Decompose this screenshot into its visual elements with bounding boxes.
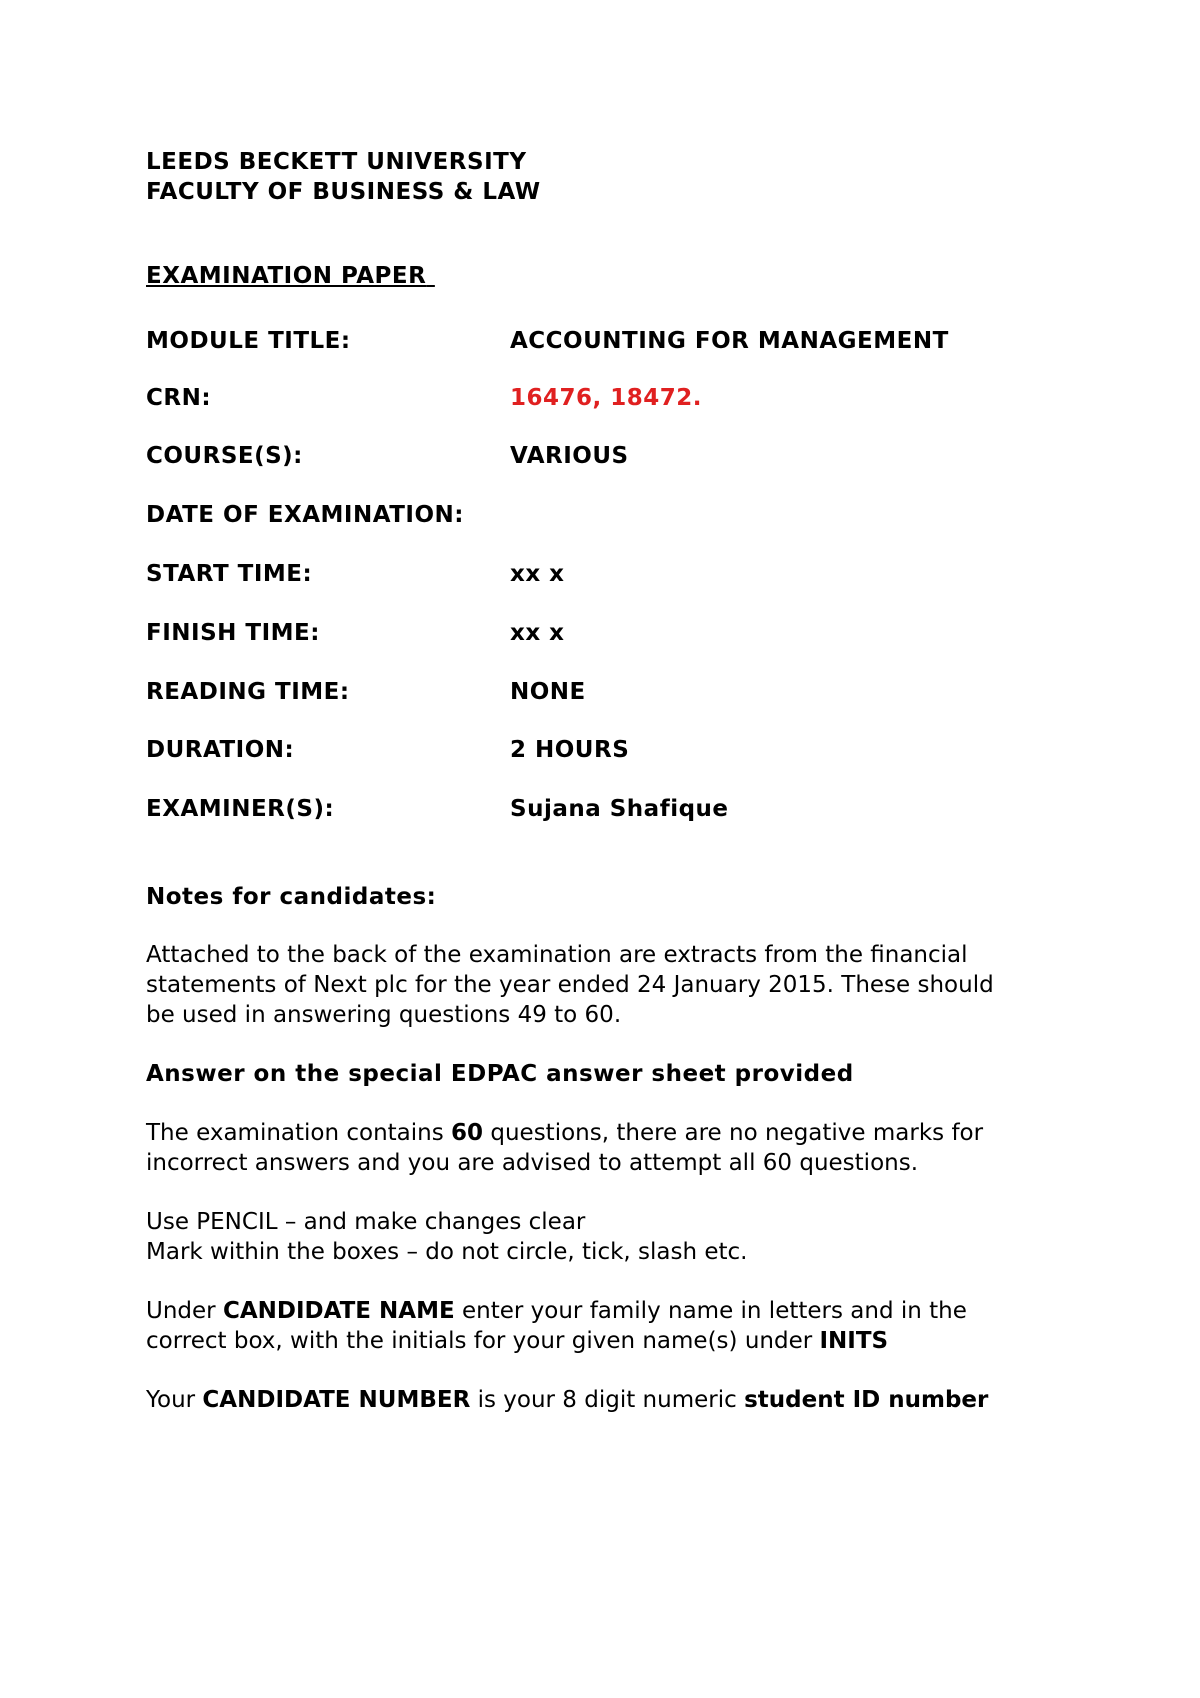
start-time-label: START TIME: xyxy=(146,561,313,587)
duration-value: 2 HOURS xyxy=(510,737,630,763)
candidate-name-note-line-1 xyxy=(146,1296,967,1326)
courses-value: VARIOUS xyxy=(510,443,629,469)
paper-type-heading xyxy=(146,261,435,291)
finish-time-value: xx x xyxy=(510,620,565,646)
module-title-value: ACCOUNTING FOR MANAGEMENT xyxy=(510,328,949,354)
inits-term: INITS xyxy=(819,1328,889,1354)
student-id-term: student ID number xyxy=(744,1387,989,1413)
examiners-label: EXAMINER(S): xyxy=(146,796,335,822)
candidate-name-post: enter your family name in letters and in the xyxy=(454,1298,967,1324)
pencil-note-line-1: Use PENCIL – and make changes clear xyxy=(146,1209,586,1235)
attached-note-line-3: be used in answering questions 49 to 60. xyxy=(146,1002,622,1028)
start-time-value: xx x xyxy=(510,561,565,587)
finish-time-label: FINISH TIME: xyxy=(146,620,320,646)
reading-time-value: NONE xyxy=(510,679,586,705)
questions-note-line-2: incorrect answers and you are advised to attempt all 60 questions. xyxy=(146,1150,919,1176)
candidate-number-pre: Your xyxy=(146,1387,203,1413)
crn-label: CRN: xyxy=(146,385,212,411)
exam-date-label: DATE OF EXAMINATION: xyxy=(146,502,464,528)
candidate-name-pre: Under xyxy=(146,1298,223,1324)
candidate-number-term: CANDIDATE NUMBER xyxy=(202,1387,471,1413)
paper-type-text: EXAMINATION PAPER xyxy=(146,263,427,289)
attached-note-line-1: Attached to the back of the examination are extracts from the financial xyxy=(146,942,968,968)
answer-sheet-instruction: Answer on the special EDPAC answer sheet provided xyxy=(146,1061,854,1087)
crn-value: 16476, 18472. xyxy=(510,385,703,411)
courses-label: COURSE(S): xyxy=(146,443,303,469)
reading-time-label: READING TIME: xyxy=(146,679,350,705)
examiners-value: Sujana Shafique xyxy=(510,796,729,822)
duration-label: DURATION: xyxy=(146,737,295,763)
notes-heading: Notes for candidates: xyxy=(146,884,437,910)
module-title-label: MODULE TITLE: xyxy=(146,328,351,354)
question-count: 60 xyxy=(451,1120,484,1146)
candidate-name-note-line-2 xyxy=(146,1326,888,1356)
faculty-name: FACULTY OF BUSINESS & LAW xyxy=(146,179,541,205)
questions-note-pre: The examination contains xyxy=(146,1120,452,1146)
candidate-number-note xyxy=(146,1385,988,1415)
attached-note-line-2: statements of Next plc for the year ended 24 January 2015. These should xyxy=(146,972,994,998)
candidate-name-term: CANDIDATE NAME xyxy=(222,1298,455,1324)
questions-note-post: questions, there are no negative marks for xyxy=(483,1120,984,1146)
university-name: LEEDS BECKETT UNIVERSITY xyxy=(146,149,527,175)
candidate-number-mid: is your 8 digit numeric xyxy=(470,1387,745,1413)
candidate-name-line2-pre: correct box, with the initials for your given name(s) under xyxy=(146,1328,820,1354)
questions-note-line-1 xyxy=(146,1118,983,1148)
pencil-note-line-2: Mark within the boxes – do not circle, tick, slash etc. xyxy=(146,1239,748,1265)
